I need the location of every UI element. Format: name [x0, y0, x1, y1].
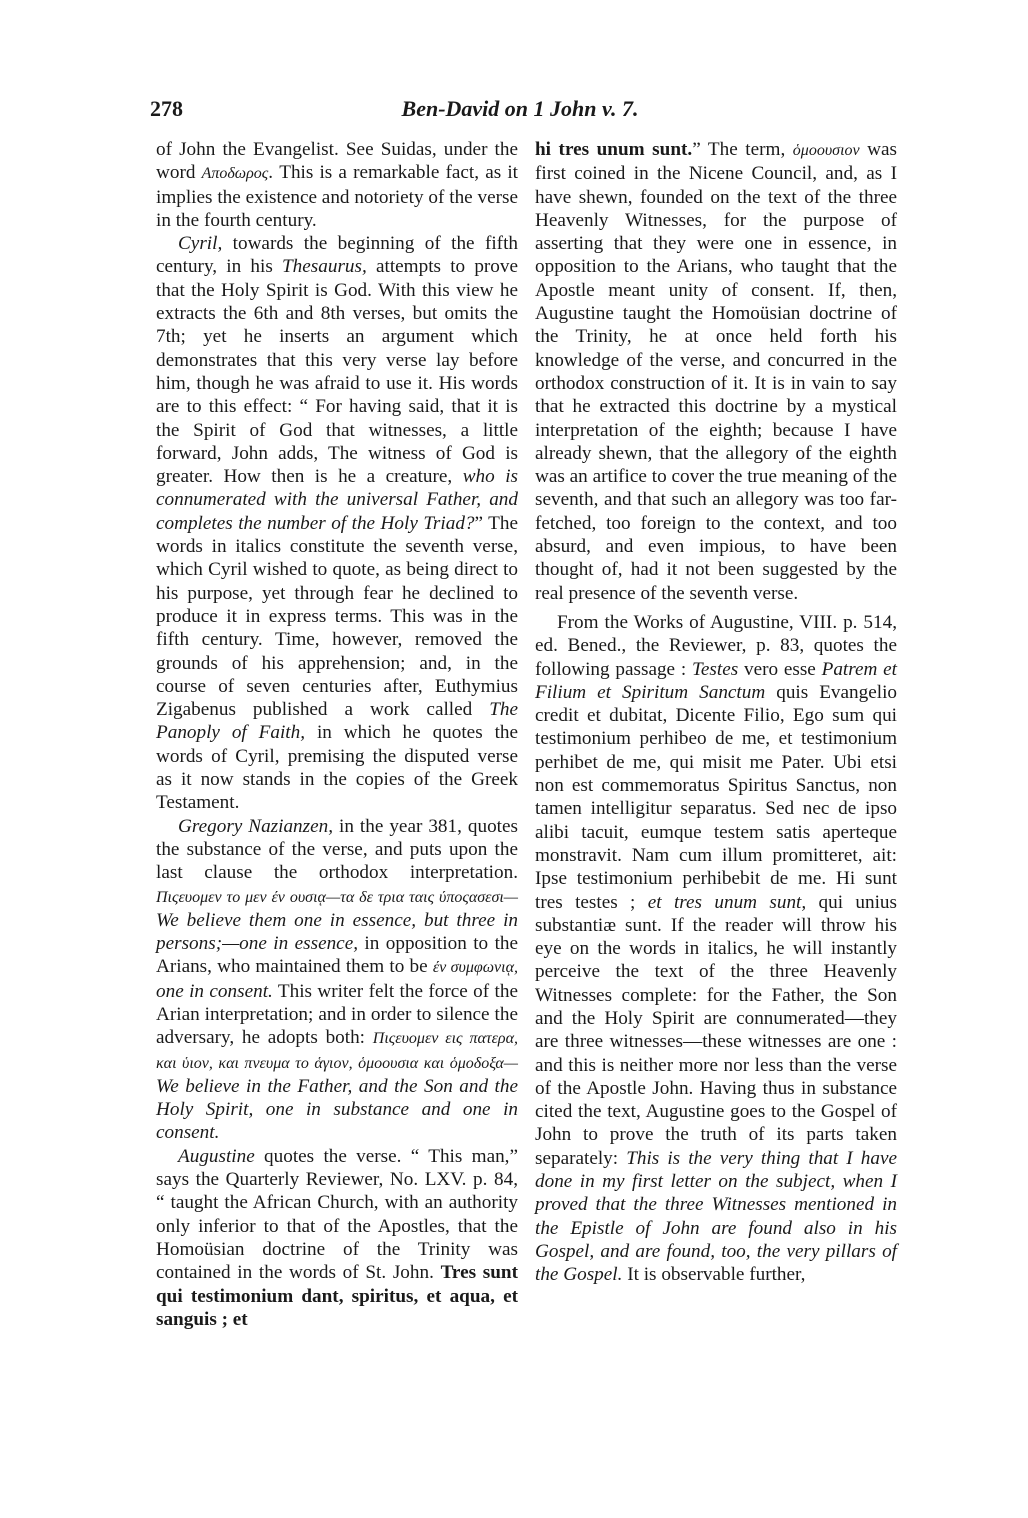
paragraph-augustine: [156, 1145, 518, 1331]
paragraph-works-of-augustine: [535, 611, 897, 1287]
italic-quote: who is connumerated with the universal Father, and completes the number of the Holy Triad?: [156, 466, 518, 534]
text-run: From the Works of Augustine, VIII. p. 514, ed. Bened., the Reviewer, p. 83, quotes the following passage :: [535, 611, 897, 680]
greek-text: Πιςευομεν το μεν έν ουσιᾳ—τα δε τρια ταις ύποςασεσι—: [156, 888, 518, 906]
italic-quote: We believe them one in essence, but three in persons;—one in essence,: [156, 909, 518, 955]
greek-text: Πιςευομεν εις πατερα, και ὑιον, και πνευμα το ἁγιον, ὁμοουσια και ὁμοδοξα—: [156, 1030, 519, 1072]
italic-phrase: Patrem et Filium et Spiritum Sanctum: [535, 658, 897, 703]
page-header: [150, 96, 890, 126]
italic-quote: This is the very thing that I have done in my first letter on the subject, when I proved that the three Witnesses mentioned in the Epistle of John are found also in his Gospel, and are found, too, the very pillars of the Gospel.: [535, 1147, 897, 1286]
text-run: It is observable further,: [622, 1264, 806, 1286]
running-head: Ben-David on 1 John v. 7.: [401, 96, 639, 121]
italic-quote: We believe in the Father, and the Son and the Holy Spirit, one in substance and one in consent.: [156, 1075, 518, 1144]
greek-text: ὁμοουσιον: [792, 142, 860, 159]
text-run: towards the beginning of the fifth century, in his: [156, 233, 518, 278]
text-run: of John the Evangelist. See Suidas, under the word: [156, 139, 518, 184]
text-run: This writer felt the force of the Arian interpretation; and in order to silence the adversary, he adopts both:: [156, 980, 518, 1049]
paragraph: [535, 138, 897, 605]
text-run: in which he quotes the words of Cyril, premising the disputed verse as it now stands in the copies of the Greek Testament.: [156, 722, 519, 814]
greek-text: έν συμφωνιᾳ,: [432, 959, 518, 977]
text-run: ” The words in italics constitute the seventh verse, which Cyril wished to quote, as being direct to his purpose, yet through fear he declined to produce it in express terms. This was in the fifth century. Time, however, removed the grounds of his apprehension; and, in the course of seven centuries after, Euthymius Zigabenus published a work called: [156, 512, 518, 721]
right-column: [535, 138, 897, 1287]
text-run: in the year 381, quotes the substance of the verse, and puts upon the last clause the orthodox interpretation.: [156, 815, 518, 884]
paragraph-gregory: [156, 815, 518, 1145]
italic-word: Testes: [691, 658, 739, 680]
text-run: qui unius substantiæ sunt. If the reader will throw his eye on the words in italics, he will instantly perceive the text of the three Heavenly Witnesses complete: for the Father, the Son and the Holy Spirit are connumerated—they are three witnesses—these witnesses are one : and this is neither more nor less than the verse of the Apostle John. Having thus in substance cited the text, Augustine goes to the Gospel of John to prove the truth of its parts taken separately:: [535, 891, 897, 1169]
name-gregory: Gregory Nazianzen,: [178, 815, 334, 837]
text-run: quotes the verse. “ This man,” says the Quarterly Reviewer, No. LXV. p. 84, “ taught the African Church, with an authority only inferior to that of the Apostles, that the Homoüsian doctrine of the Trinity was contained in the words of St. John.: [156, 1145, 518, 1284]
page-number: 278: [150, 96, 183, 121]
title-panoply: The Panoply of Faith,: [156, 699, 518, 744]
text-run: quis Evangelio credit et dubitat, Dicente Filio, Ego sum qui testimonium perhibeo de me, et testimonium perhibet de me, qui misit me Pater. Ubi etsi non est commemoratus Spiritus Sanctus, non tamen intelligitur separatus. Sed nec de ipso alibi tacuit, eumque testem satis aperteque monstravit. Nam cum illum promitteret, ait: Ipse testimonium perhibebit de me. Hi sunt tres testes ;: [535, 681, 898, 913]
paragraph-cyril: [156, 232, 518, 814]
greek-text: Αποδωρος: [201, 165, 269, 183]
text-run: was first coined in the Nicene Council, and, as I have shewn, founded on the text of the three Heavenly Witnesses, for the purpose of asserting that they were one in essence, in opposition to the Arians, who taught that the Apostle meant unity of consent. If, then, Augustine taught the Homoüsian doctrine of the Trinity, he at once held forth his knowledge of the verse, and concurred in the orthodox construction of it. It is in vain to say that he extracted this doctrine by a mystical interpretation of the eighth; because I have already shewn, that the allegory of the eighth was an artifice to cover the true meaning of the seventh, and that such an allegory was too far-fetched, too foreign to the context, and too absurd, and even impious, to have been thought of, had it not been suggested by the real presence of the seventh verse.: [535, 139, 897, 604]
italic-quote: one in consent.: [156, 980, 273, 1002]
name-augustine: Augustine: [178, 1145, 255, 1167]
name-cyril: Cyril,: [178, 233, 223, 255]
text-run: . This is a remarkable fact, as it implies the existence and notoriety of the verse in the fourth century.: [156, 162, 518, 231]
title-thesaurus: Thesaurus,: [282, 256, 367, 278]
text-run: vero esse: [738, 658, 822, 680]
latin-quote: Tres sunt qui testimonium dant, spiritus, et aqua, et sanguis ; et: [156, 1262, 518, 1330]
left-column: [156, 138, 518, 1331]
text-run: in opposition to the Arians, who maintained them to be: [156, 933, 519, 978]
italic-phrase: et tres unum sunt,: [647, 891, 807, 913]
paragraph: [156, 138, 518, 232]
text-run: attempts to prove that the Holy Spirit is God. With this view he extracts the 6th and 8th verses, but omits the 7th; yet he inserts an argument which demonstrates that this very verse lay before him, though he was afraid to use it. His words are to this effect: “ For having said, that it is the Spirit of God that witnesses, a little forward, John adds, The witness of God is greater. How then is he a creature,: [156, 256, 519, 488]
text-run: ” The term,: [692, 139, 793, 160]
latin-quote: hi tres unum sunt.: [535, 139, 693, 160]
